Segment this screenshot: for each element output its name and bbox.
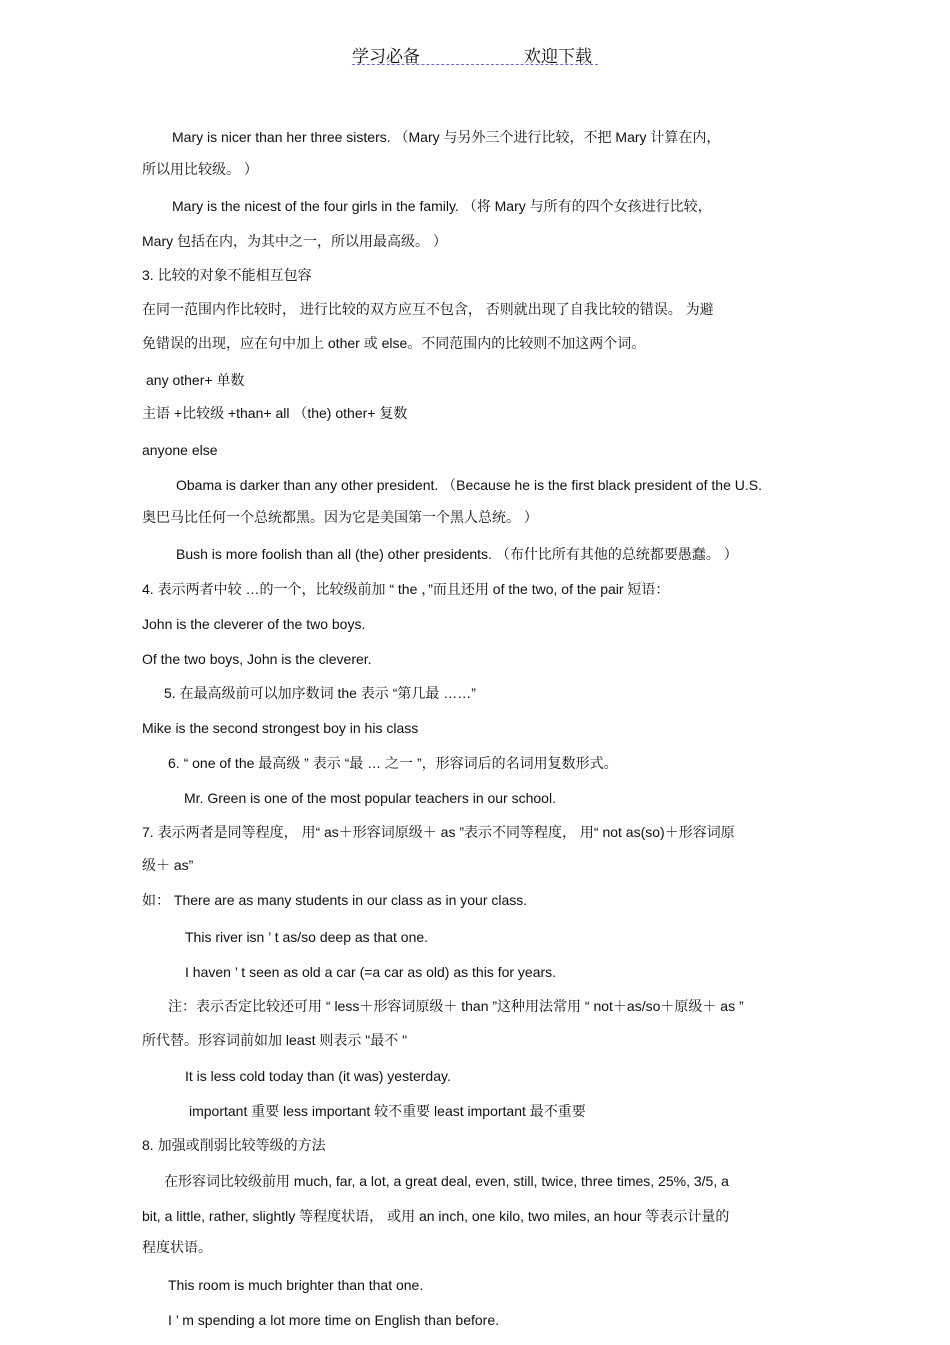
text-line: 6. “ one of the 最高级 ” 表示 “最 … 之一 ”，形容词后的名词用复数形式。 (168, 755, 618, 771)
text-line: 主语 +比较级 +than+ all （the) other+ 复数 (142, 405, 408, 421)
text-line: This river isn ’ t as/so deep as that one. (185, 929, 429, 945)
text-line: This room is much brighter than that one. (168, 1277, 424, 1293)
text-line: Mary is the nicest of the four girls in the family. （将 Mary 与所有的四个女孩进行比较， (172, 198, 712, 214)
text-line: 8. 加强或削弱比较等级的方法 (142, 1137, 326, 1153)
text-line: 7. 表示两者是同等程度， 用“ as＋形容词原级＋ as ”表示不同等程度， 用“ not as(so)＋形容词原 (142, 824, 735, 840)
text-line: anyone else (142, 442, 218, 458)
text-line: Mr. Green is one of the most popular teachers in our school. (184, 790, 556, 806)
header-left-text: 学习必备 (352, 47, 420, 66)
text-line: It is less cold today than (it was) yesterday. (185, 1068, 451, 1084)
text-line: Obama is darker than any other president. （Because he is the first black president of the U.S. (176, 477, 762, 493)
text-line: any other+ 单数 (146, 372, 245, 388)
text-line: Mary 包括在内，为其中之一，所以用最高级。 ） (142, 233, 447, 249)
text-line: 级＋ as” (142, 857, 194, 873)
text-line: I haven ’ t seen as old a car (=a car as old) as this for years. (185, 964, 557, 980)
text-line: 注：表示否定比较还可用 “ less＋形容词原级＋ than ”这种用法常用 “ not＋as/so＋原级＋ as ” (168, 998, 744, 1014)
text-line: 5. 在最高级前可以加序数词 the 表示 “第几最 ……” (164, 685, 476, 701)
text-line: 4. 表示两者中较 …的一个，比较级前加 “ the ，”而且还用 of the two, of the pair 短语： (142, 581, 670, 597)
text-line: bit, a little, rather, slightly 等程度状语， 或用 an inch, one kilo, two miles, an hour 等表示计量的 (142, 1208, 730, 1224)
text-line: Mike is the second strongest boy in his class (142, 720, 419, 736)
page-header (352, 40, 598, 65)
text-line: 奥巴马比任何一个总统都黑。因为它是美国第一个黑人总统。 ） (142, 509, 538, 525)
text-line: 免错误的出现，应在句中加上 other 或 else。不同范围内的比较则不加这两个词。 (142, 335, 646, 351)
text-line: Bush is more foolish than all (the) other presidents. （布什比所有其他的总统都要愚蠢。 ） (176, 546, 738, 562)
text-line: 程度状语。 (142, 1239, 212, 1255)
text-line: John is the cleverer of the two boys. (142, 616, 366, 632)
text-line: 3. 比较的对象不能相互包容 (142, 267, 312, 283)
text-line: 所代替。形容词前如加 least 则表示 "最不 " (142, 1032, 408, 1048)
text-line: 在同一范围内作比较时， 进行比较的双方应互不包含， 否则就出现了自我比较的错误。 为避 (142, 301, 714, 317)
text-line: important 重要 less important 较不重要 least important 最不重要 (189, 1103, 586, 1119)
header-right-text: 欢迎下载 (524, 47, 592, 66)
text-line: I ’ m spending a lot more time on English than before. (168, 1312, 499, 1328)
text-line: Mary is nicer than her three sisters. （Mary 与另外三个进行比较，不把 Mary 计算在内， (172, 129, 721, 145)
text-line: Of the two boys, John is the cleverer. (142, 651, 372, 667)
text-line: 如： There are as many students in our class as in your class. (142, 892, 528, 908)
text-line: 所以用比较级。 ） (142, 161, 258, 177)
text-line: 在形容词比较级前用 much, far, a lot, a great deal, even, still, twice, three times, 25%, 3/5, a (164, 1173, 729, 1189)
